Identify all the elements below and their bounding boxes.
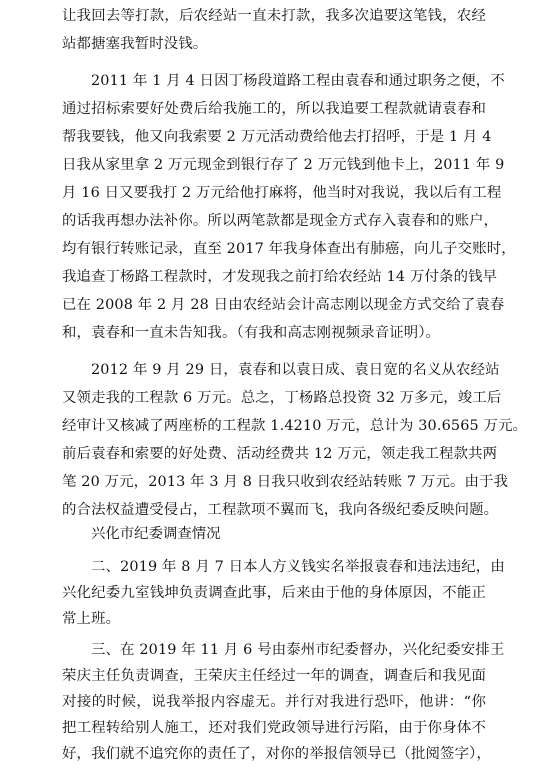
text-line: 笔 20 万元，2013 年 3 月 8 日我只收到农经站转账 7 万元。由于我 xyxy=(62,474,509,490)
text-line: 帮我要钱，他又向我索要 2 万元活动费给他去打招呼，于是 1 月 4 xyxy=(62,129,492,145)
text-line: 兴化纪委九室钱坤负责调查此事，后来由于他的身体原因，不能正 xyxy=(62,585,486,601)
text-line: 前后袁春和索要的好处费、活动经费共 12 万元，领走我工程款共两 xyxy=(62,446,498,462)
text-line: 经审计又核减了两座桥的工程款 1.4210 万元，总计为 30.6565 万元。 xyxy=(62,418,528,434)
text-line: 已在 2008 年 2 月 28 日由农经站会计高志刚以现金方式交给了袁春 xyxy=(62,297,505,313)
text-line: 和，袁春和一直未告知我。（有我和高志刚视频录音证明）。 xyxy=(62,325,441,341)
text-line: 日我从家里拿 2 万元现金到银行存了 2 万元钱到他卡上，2011 年 9 xyxy=(62,157,505,173)
text-line: 二、2019 年 8 月 7 日本人方义钱实名举报袁春和违法违纪，由 xyxy=(91,559,505,575)
text-line: 三、在 2019 年 11 月 6 号由泰州市纪委督办，兴化纪委安排王 xyxy=(91,642,505,658)
text-line: 站都搪塞我暂时没钱。 xyxy=(62,36,208,52)
text-line: 让我回去等打款，后农经站一直未打款，我多次追要这笔钱，农经 xyxy=(62,8,486,24)
text-line: 我追查丁杨路工程款时，才发现我之前打给农经站 14 万付条的钱早 xyxy=(62,269,498,285)
text-line: 把工程转给别人施工，还对我们党政领导进行污陷，由于你身体不 xyxy=(62,720,486,736)
text-line: 又领走我的工程款 6 万元。总之，丁杨路总投资 32 万多元，竣工后 xyxy=(62,390,502,406)
text-line: 均有银行转账记录，直至 2017 年我身体查出有肺癌，向儿子交账时， xyxy=(62,241,516,257)
text-line: 通过招标索要好处费后给我施工的，所以我追要工程款就请袁春和 xyxy=(62,101,486,117)
text-line: 2012 年 9 月 29 日，袁春和以袁日成、袁日宽的名义从农经站 xyxy=(91,362,500,378)
text-line: 2011 年 1 月 4 日因丁杨段道路工程由袁春和通过职务之便，不 xyxy=(91,73,505,89)
text-line: 对接的时候，说我举报内容虚无。并行对我进行恐吓，他讲：“你 xyxy=(62,694,486,710)
text-line: 荣庆主任负责调查，王荣庆主任经过一年的调查，调查后和我见面 xyxy=(62,668,486,684)
text-line: 的话我再想办法补你。所以两笔款都是现金方式存入袁春和的账户， xyxy=(62,213,499,229)
text-line: 的合法权益遭受侵占，工程款项不翼而飞，我向各级纪委反映问题。 xyxy=(62,502,499,518)
text-line: 月 16 日又要我打 2 万元给他打麻将，他当时对我说，我以后有工程 xyxy=(62,185,502,201)
text-line: 好，我们就不追究你的责任了，对你的举报信领导已（批阅签字）， xyxy=(62,746,492,762)
section-heading: 兴化市纪委调查情况 xyxy=(91,526,221,542)
text-line: 常上班。 xyxy=(62,611,121,627)
